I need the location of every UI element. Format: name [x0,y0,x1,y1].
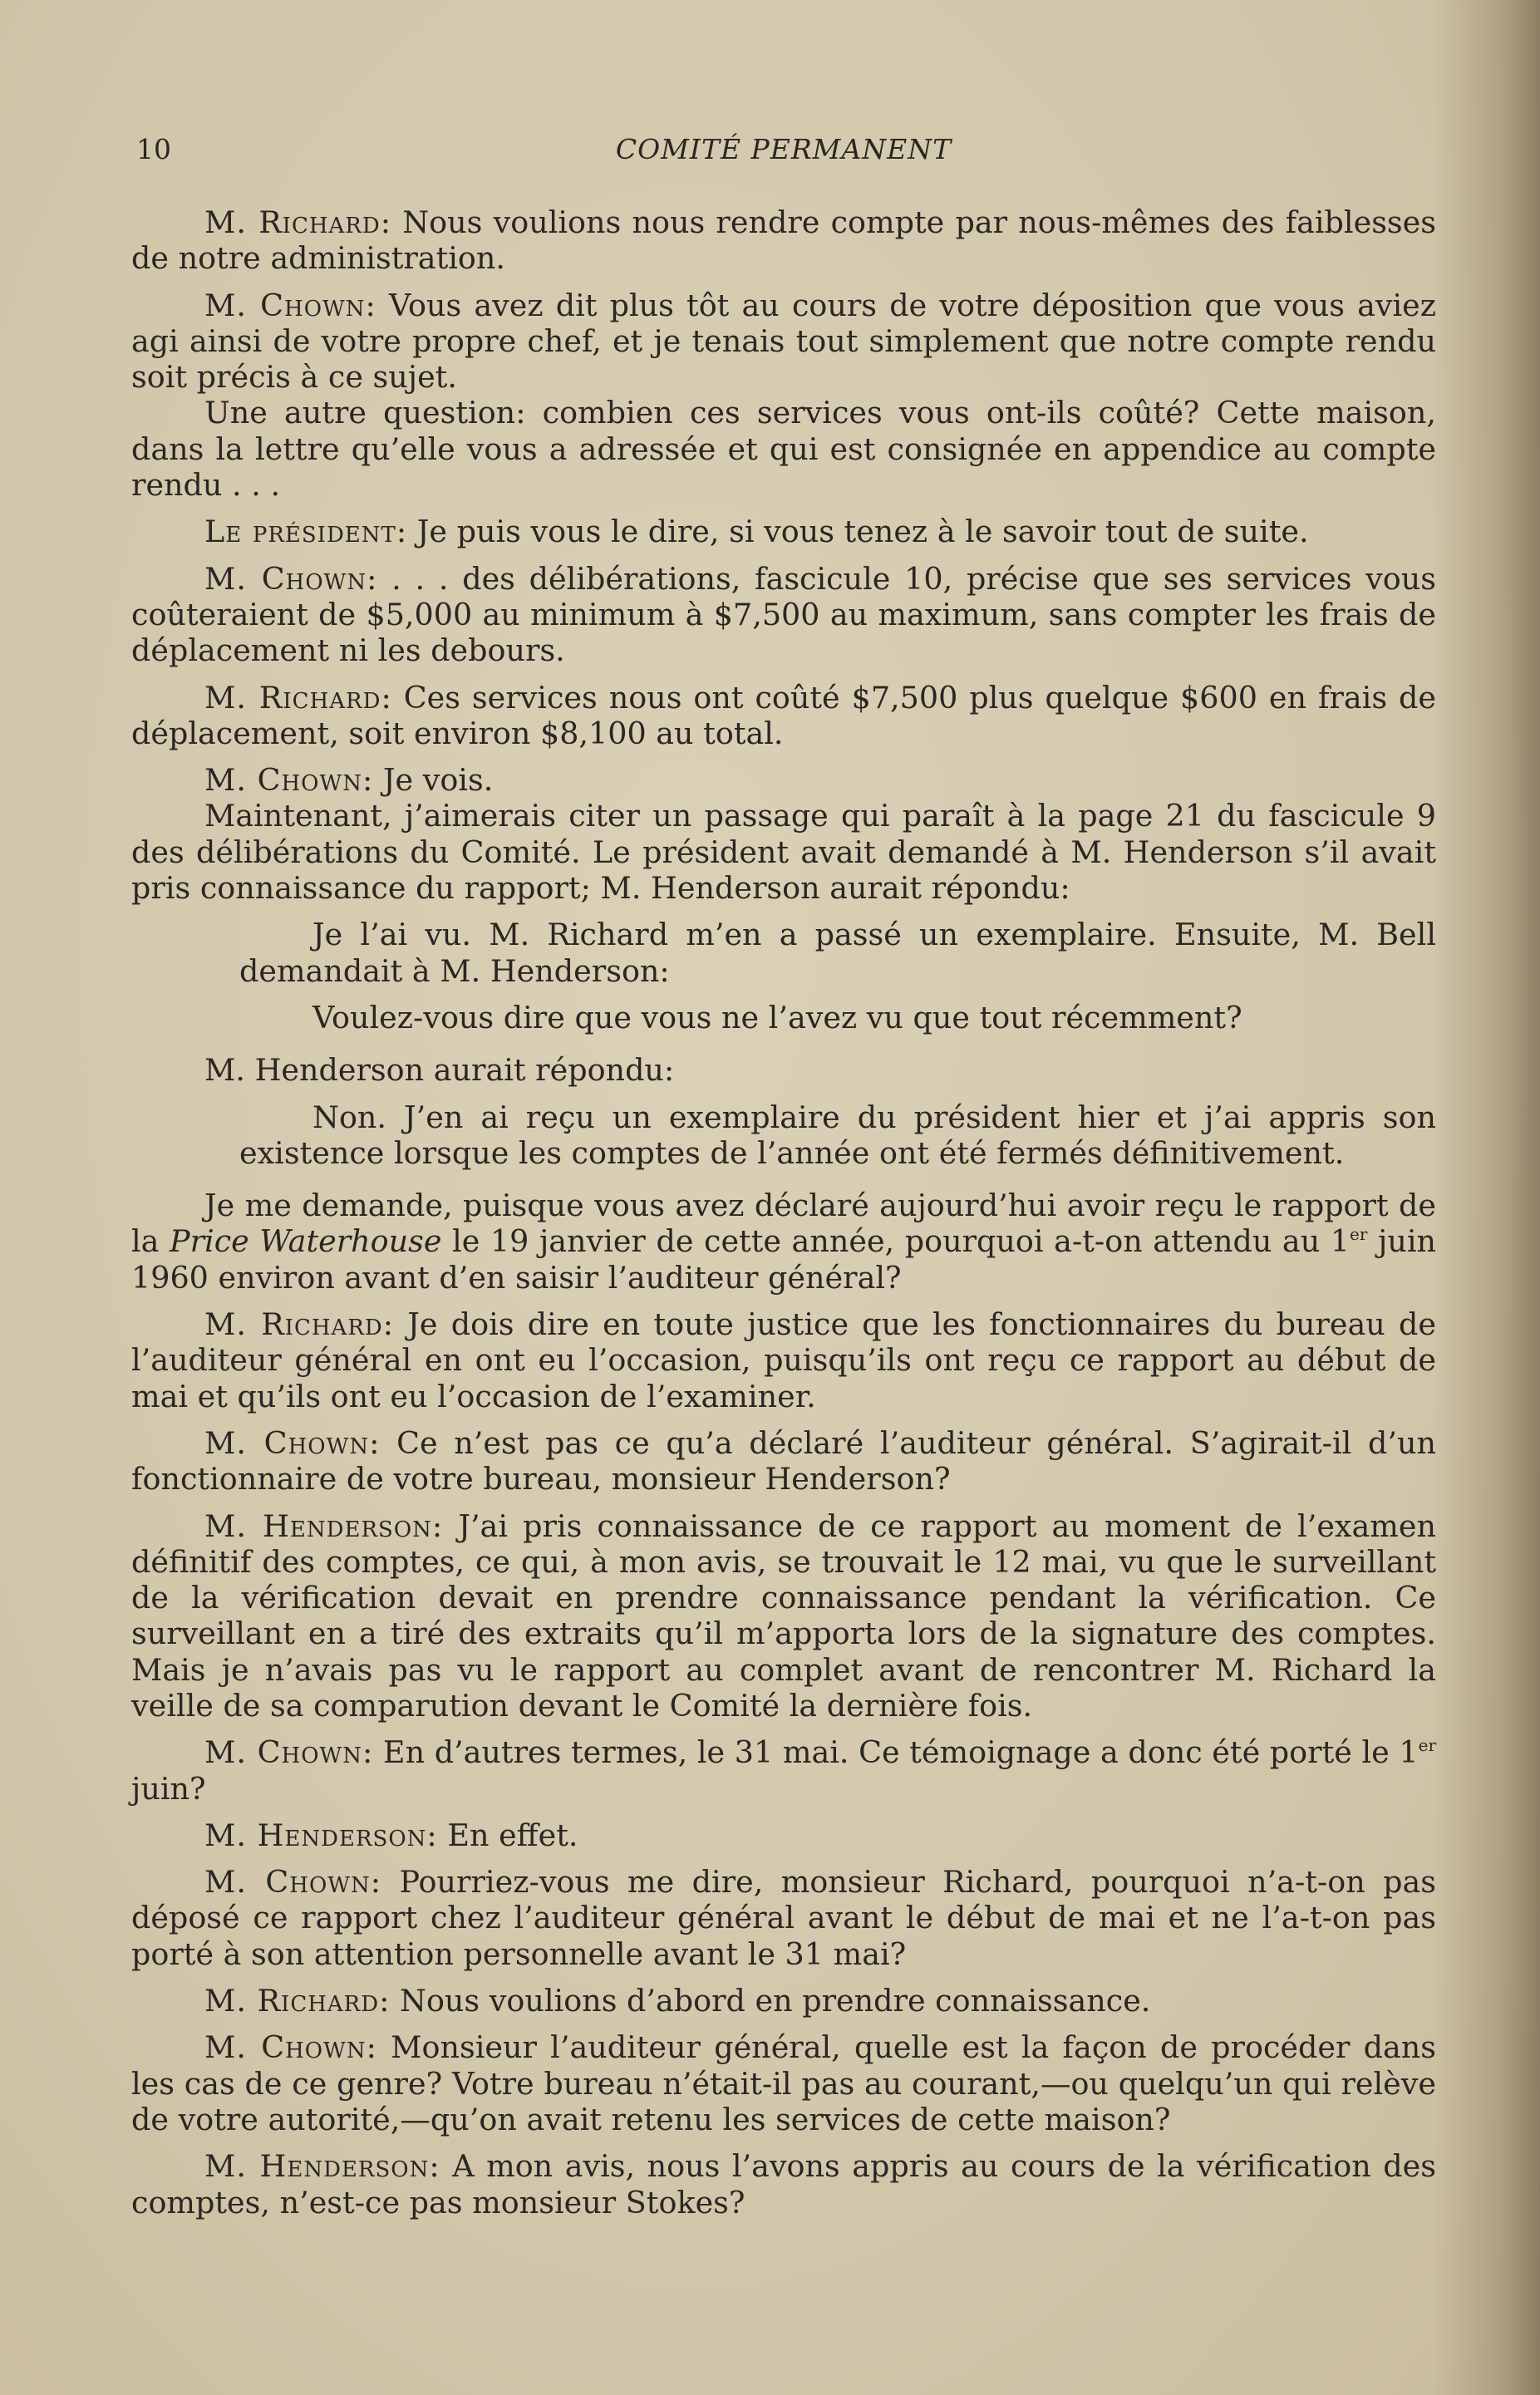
company-name: Price Waterhouse [170,1223,442,1260]
paragraph [131,561,1436,669]
block-quote [131,1000,1436,1035]
paragraph [131,1188,1436,1296]
paragraph-text: Nous voulions d’abord en prendre connaissance. [390,1983,1151,2019]
paragraph-text: Nous voulions nous rendre compte par nous-mêmes des faiblesses de notre administration. [131,204,1436,277]
paragraph [131,762,1436,798]
block-quote [131,917,1436,989]
speaker-name: M. Henderson: [204,2148,440,2185]
speaker-name: M. Chown: [204,1864,382,1901]
paragraph-text: En d’autres termes, le 31 mai. Ce témoignage a donc été porté le 1 [373,1734,1419,1771]
paragraph-text: Je puis vous le dire, si vous tenez à le savoir tout de suite. [407,514,1309,550]
speaker-name: M. Richard: [204,1306,395,1343]
paragraph-text: Je me demande, puisque vous avez déclaré aujourd’hui avoir reçu le rapport de la [131,1188,1436,1260]
paragraph [131,1734,1436,1807]
paragraph-text: Je vois. [373,762,494,799]
paragraph [131,1425,1436,1497]
paragraph [131,2029,1436,2137]
page-header [131,125,1436,175]
speaker-name: M. Chown: [204,560,378,597]
speaker-name: M. Richard: [204,204,392,240]
paragraph-text: Monsieur l’auditeur général, quelle est la façon de procéder dans les cas de ce genre? Votre bureau n’était-il pas au courant,—ou quelqu’un qui relève de votre autorité,—qu’on avait retenu les services de cette maison? [131,2029,1436,2137]
paragraph-text: Ces services nous ont coûté $7,500 plus quelque $600 en frais de déplacement, soit environ $8,100 au total. [131,679,1436,751]
paragraph-text: A mon avis, nous l’avons appris au cours de la vérification des comptes, n’est-ce pas monsieur Stokes? [131,2148,1436,2220]
ordinal-superscript: er [1350,1224,1368,1245]
paragraph-text: Maintenant, j’aimerais citer un passage qui paraît à la page 21 du fascicule 9 des délibérations du Comité. Le président avait demandé à M. Henderson s’il avait pris connaissance du rapport; M. Henderson aurait répondu: [131,798,1436,907]
paragraph [131,1306,1436,1414]
speaker-name: Le président: [204,514,408,550]
speaker-name: M. Henderson: [204,1817,438,1853]
transcript-body [131,204,1436,2220]
paragraph [131,1983,1436,2019]
speaker-name: M. Chown: [204,1424,381,1461]
quote-text: Non. J’en ai reçu un exemplaire du président hier et j’ai appris son existence lorsque les comptes de l’année ont été fermés définitivement. [239,1099,1436,1171]
paragraph [131,798,1436,906]
paragraph-text: juin? [131,1770,206,1807]
paragraph-text: J’ai pris connaissance de ce rapport au moment de l’examen définitif des comptes, ce qui, à mon avis, se trouvait le 12 mai, vu que le surveillant de la vérification devait en prendre connaissance pendant la vérification. Ce surveillant en a tiré des extraits qu’il m’apporta lors de la signature des comptes. Mais je n’avais pas vu le rapport au complet avant de rencontrer M. Richard la veille de sa comparution devant le Comité la dernière fois. [131,1507,1436,1724]
paragraph [131,1864,1436,1972]
quote-text: Je l’ai vu. M. Richard m’en a passé un exemplaire. Ensuite, M. Bell demandait à M. Henderson: [239,917,1436,989]
paragraph-text: . . . des délibérations, fascicule 10, précise que ses services vous coûteraient de $5,000 au minimum à $7,500 au maximum, sans compter les frais de déplacement ni les debours. [131,560,1437,669]
paragraph [131,680,1436,752]
paragraph-text: M. Henderson aurait répondu: [204,1052,675,1089]
paragraph [131,1052,1436,1088]
speaker-name: M. Chown: [204,2029,377,2066]
paragraph [131,204,1436,277]
paragraph [131,1817,1436,1853]
ordinal-superscript: er [1418,1735,1437,1756]
block-quote [131,1099,1436,1172]
paragraph-text: Pourriez-vous me dire, monsieur Richard, pourquoi n’a-t-on pas déposé ce rapport chez l’auditeur général avant le début de mai et ne l’a-t-on pas porté à son attention personnelle avant le 31 mai? [131,1864,1437,1972]
paragraph [131,2148,1436,2220]
paragraph [131,395,1436,503]
paragraph [131,288,1436,396]
paragraph-text: En effet. [437,1817,578,1853]
document-page [131,125,1436,2368]
paragraph [131,1508,1436,1724]
quote-text: Voulez-vous dire que vous ne l’avez vu que tout récemment? [312,999,1242,1035]
speaker-name: M. Richard: [204,679,392,716]
speaker-name: M. Chown: [204,287,376,323]
paragraph-text: Je dois dire en toute justice que les fonctionnaires du bureau de l’auditeur général en ont eu l’occasion, puisqu’ils ont reçu ce rapport au début de mai et qu’ils ont eu l’occasion de l’examiner. [131,1306,1436,1414]
speaker-name: M. Chown: [204,1734,374,1771]
paragraph-text: Ce n’est pas ce qu’a déclaré l’auditeur général. S’agirait-il d’un fonctionnaire de votre bureau, monsieur Henderson? [131,1424,1437,1497]
running-head: COMITÉ PERMANENT [615,133,952,165]
speaker-name: M. Richard: [204,1983,391,2019]
speaker-name: M. Henderson: [204,1507,444,1544]
paragraph-text: juin 1960 environ avant d’en saisir l’auditeur général? [131,1223,1437,1296]
speaker-name: M. Chown: [204,762,374,799]
paragraph [131,514,1436,549]
paragraph-text: Une autre question: combien ces services vous ont-ils coûté? Cette maison, dans la lettre qu’elle vous a adressée et qui est consignée en appendice au compte rendu . . . [131,395,1436,504]
paragraph-text: le 19 janvier de cette année, pourquoi a-t-on attendu au 1 [441,1223,1351,1260]
page-number: 10 [136,133,171,165]
paragraph-text: Vous avez dit plus tôt au cours de votre déposition que vous aviez agi ainsi de votre propre chef, et je tenais tout simplement que notre compte rendu soit précis à ce sujet. [131,287,1437,396]
